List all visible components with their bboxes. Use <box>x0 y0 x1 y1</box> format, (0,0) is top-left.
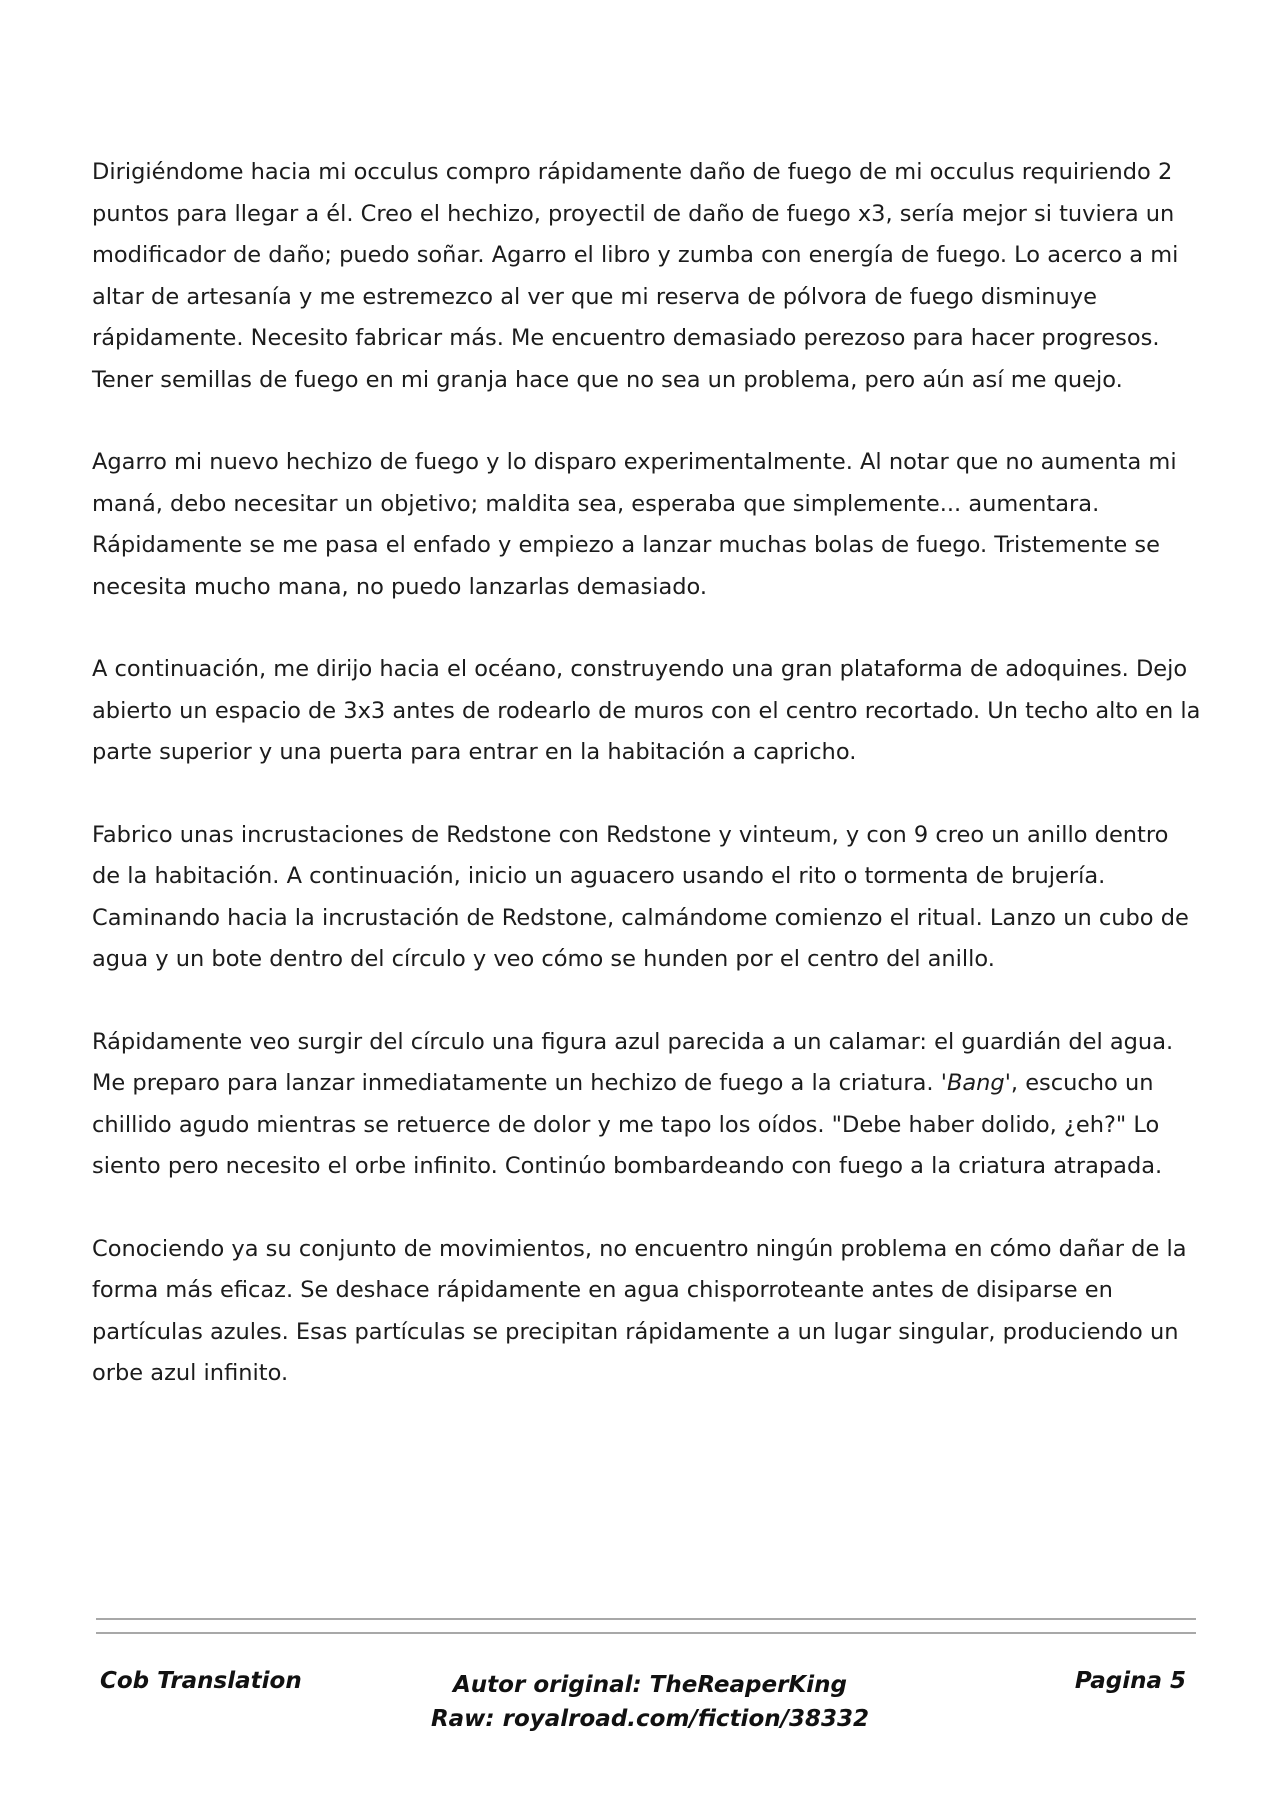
paragraph-1: Dirigiéndome hacia mi occulus compro rápidamente daño de fuego de mi occulus requiriendo 2 puntos para llegar a él. Creo el hechizo, proyectil de daño de fuego x3, sería mejor si tuviera un modificador de daño; puedo soñar. Agarro el libro y zumba con energía de fuego. Lo acerco a mi altar de artesanía y me estremezco al ver que mi reserva de pólvora de fuego disminuye rápidamente. Necesito fabricar más. Me encuentro demasiado perezoso para hacer progresos. Tener semillas de fuego en mi granja hace que no sea un problema, pero aún así me quejo. <box>92 159 1179 393</box>
paragraph-5 <box>92 1022 1202 1188</box>
paragraph-5-text-end: ', escucho un chillido agudo mientras se retuerce de dolor y me tapo los oídos. "Debe haber dolido, ¿eh?" Lo siento pero necesito el orbe infinito. Continúo bombardeando con fuego a la criatura atrapada. <box>92 1070 1163 1179</box>
paragraph-6: Conociendo ya su conjunto de movimientos, no encuentro ningún problema en cómo dañar de la forma más eficaz. Se deshace rápidamente en agua chisporroteante antes de disiparse en partículas azules. Esas partículas se precipitan rápidamente a un lugar singular, produciendo un orbe azul infinito. <box>92 1235 1187 1386</box>
footer-raw-source: Raw: royalroad.com/fiction/38332 <box>430 1706 870 1732</box>
paragraph-5-italic-word: Bang <box>946 1070 1005 1096</box>
footer-divider-top <box>96 1618 1196 1620</box>
footer-original-author: Autor original: TheReaperKing <box>453 1672 847 1698</box>
body-text <box>92 152 1202 1436</box>
footer-translator: Cob Translation <box>100 1668 302 1694</box>
paragraph-4: Fabrico unas incrustaciones de Redstone con Redstone y vinteum, y con 9 creo un anillo dentro de la habitación. A continuación, inicio un aguacero usando el rito o tormenta de brujería. Caminando hacia la incrustación de Redstone, calmándome comienzo el ritual. Lanzo un cubo de agua y un bote dentro del círculo y veo cómo se hunden por el centro del anillo. <box>92 821 1189 972</box>
footer-page-number: Pagina 5 <box>1074 1668 1186 1694</box>
paragraph-5-text-start: Rápidamente veo surgir del círculo una figura azul parecida a un calamar: el guardián del agua. Me preparo para lanzar inmediatamente un hechizo de fuego a la criatura. ' <box>92 1028 1174 1096</box>
paragraph-3: A continuación, me dirijo hacia el océano, construyendo una gran plataforma de adoquines. Dejo abierto un espacio de 3x3 antes de rodearlo de muros con el centro recortado. Un techo alto en la parte superior y una puerta para entrar en la habitación a capricho. <box>92 656 1201 765</box>
footer-divider-bottom <box>96 1632 1196 1634</box>
paragraph-2: Agarro mi nuevo hechizo de fuego y lo disparo experimentalmente. Al notar que no aumenta mi maná, debo necesitar un objetivo; maldita sea, esperaba que simplemente... aumentara. Rápidamente se me pasa el enfado y empiezo a lanzar muchas bolas de fuego. Tristemente se necesita mucho mana, no puedo lanzarlas demasiado. <box>92 449 1177 600</box>
